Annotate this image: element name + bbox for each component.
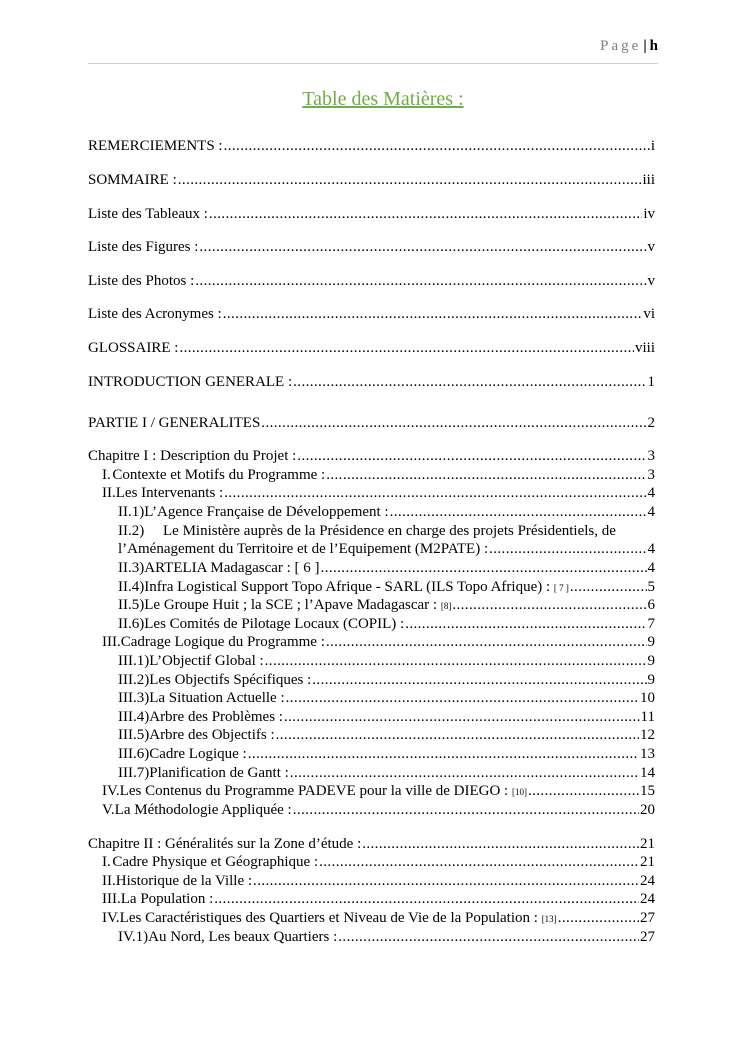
toc-entry-contenus-padeve[interactable]: IV. Les Contenus du Programme PADEVE pour la ville de DIEGO : [10] ..... 15: [88, 781, 655, 801]
dot-leader: [224, 483, 646, 503]
toc-entry-liste-photos[interactable]: Liste des Photos : ..... v: [88, 271, 655, 291]
toc-entry-groupe-huit[interactable]: II.5) Le Groupe Huit ; la SCE ; l’Apave Madagascar : [8] ..... 6: [88, 595, 655, 615]
dot-leader: [261, 413, 646, 433]
dot-leader: [195, 271, 646, 291]
dot-leader: [178, 170, 642, 190]
dot-leader: [338, 927, 639, 947]
toc-entry-contexte[interactable]: I. Contexte et Motifs du Programme : ..... 3: [88, 465, 655, 485]
toc-entry-chapitre-1[interactable]: Chapitre I : Description du Projet : ..... 3: [88, 446, 655, 466]
dot-leader: [214, 889, 639, 909]
toc-entry-objectifs-specifiques[interactable]: III.2) Les Objectifs Spécifiques : ..... 9: [88, 670, 655, 690]
toc-entry-methodologie[interactable]: V. La Méthodologie Appliquée : ..... 20: [88, 800, 655, 820]
toc-entry-caracteristiques[interactable]: IV. Les Caractéristiques des Quartiers et Niveau de Vie de la Population : [13] ..... 27: [88, 908, 655, 928]
dot-leader: [405, 614, 646, 634]
toc-entry-arbre-problemes[interactable]: III.4) Arbre des Problèmes : ..... 11: [88, 707, 655, 727]
dot-leader: [297, 446, 646, 466]
dot-leader: [224, 136, 650, 156]
dot-leader: [528, 781, 639, 801]
dot-leader: [326, 632, 647, 652]
toc-entry-remerciements[interactable]: REMERCIEMENTS : ..... i: [88, 136, 655, 156]
toc-entry-population[interactable]: III. La Population : ..... 24: [88, 889, 655, 909]
dot-leader: [248, 744, 639, 764]
dot-leader: [293, 372, 646, 392]
toc-entry-nord[interactable]: IV.1) Au Nord, Les beaux Quartiers : ..... 27: [88, 927, 655, 947]
dot-leader: [362, 834, 639, 854]
dot-leader: [293, 800, 639, 820]
toc-entry-historique[interactable]: II. Historique de la Ville : ..... 24: [88, 871, 655, 891]
dot-leader: [223, 304, 643, 324]
toc-entry-situation-actuelle[interactable]: III.3) La Situation Actuelle : ..... 10: [88, 688, 655, 708]
dot-leader: [199, 237, 646, 257]
toc-entry-liste-acronymes[interactable]: Liste des Acronymes : ..... vi: [88, 304, 655, 324]
toc-entry-ministere[interactable]: II.2) Le Ministère auprès de la Présidence en charge des projets Présidentiels, de: [118, 523, 616, 539]
toc-entry-liste-tableaux[interactable]: Liste des Tableaux : ..... iv: [88, 204, 655, 224]
toc-entry-partie-1[interactable]: PARTIE I / GENERALITES ..... 2: [88, 413, 655, 433]
toc-entry-copil[interactable]: II.6) Les Comités de Pilotage Locaux (COPIL) : ..... 7: [88, 614, 655, 634]
dot-leader: [276, 725, 639, 745]
dot-leader: [312, 670, 646, 690]
toc-entry-ministere-cont[interactable]: l’Aménagement du Territoire et de l’Equipement (M2PATE) : ..... 4: [118, 539, 655, 559]
dot-leader: [321, 558, 647, 578]
dot-leader: [326, 465, 646, 485]
dot-leader: [286, 688, 639, 708]
dot-leader: [265, 651, 647, 671]
dot-leader: [558, 908, 639, 928]
dot-leader: [209, 204, 642, 224]
dot-leader: [570, 577, 647, 597]
toc-entry-sommaire[interactable]: SOMMAIRE : ..... iii: [88, 170, 655, 190]
toc-entry-cadre-physique[interactable]: I. Cadre Physique et Géographique : ..... 21: [88, 852, 655, 872]
toc-entry-ils-topo[interactable]: II.4) Infra Logistical Support Topo Afrique - SARL (ILS Topo Afrique) : [ 7 ] ..... 5: [88, 577, 655, 597]
toc-entry-gantt[interactable]: III.7) Planification de Gantt : ..... 14: [88, 763, 655, 783]
dot-leader: [179, 338, 634, 358]
dot-leader: [253, 871, 639, 891]
dot-leader: [489, 539, 646, 559]
toc-entry-glossaire[interactable]: GLOSSAIRE : ..... viii: [88, 338, 655, 358]
page-header: [88, 38, 658, 64]
toc-entry-artelia[interactable]: II.3) ARTELIA Madagascar : [ 6 ] ..... 4: [88, 558, 655, 578]
toc-entry-liste-figures[interactable]: Liste des Figures : ..... v: [88, 237, 655, 257]
toc-entry-intervenants[interactable]: II. Les Intervenants : ..... 4: [88, 483, 655, 503]
toc-entry-afd[interactable]: II.1) L’Agence Française de Développement : ..... 4: [88, 502, 655, 522]
dot-leader: [290, 763, 639, 783]
dot-leader: [284, 707, 640, 727]
page-label: Page: [600, 38, 642, 54]
toc-entry-chapitre-2[interactable]: Chapitre II : Généralités sur la Zone d’étude : ..... 21: [88, 834, 655, 854]
toc-entry-objectif-global[interactable]: III.1) L’Objectif Global : ..... 9: [88, 651, 655, 671]
dot-leader: [390, 502, 647, 522]
toc-entry-cadre-logique[interactable]: III.6) Cadre Logique : ..... 13: [88, 744, 655, 764]
dot-leader: [319, 852, 639, 872]
toc-entry-arbre-objectifs[interactable]: III.5) Arbre des Objectifs : ..... 12: [88, 725, 655, 745]
header-separator: |: [643, 38, 647, 54]
dot-leader: [452, 595, 646, 615]
toc-entry-cadrage[interactable]: III. Cadrage Logique du Programme : ..... 9: [88, 632, 655, 652]
page-number: h: [649, 38, 658, 54]
toc-entry-introduction[interactable]: INTRODUCTION GENERALE : ..... 1: [88, 372, 655, 392]
toc-title: Table des Matières :: [302, 88, 464, 110]
